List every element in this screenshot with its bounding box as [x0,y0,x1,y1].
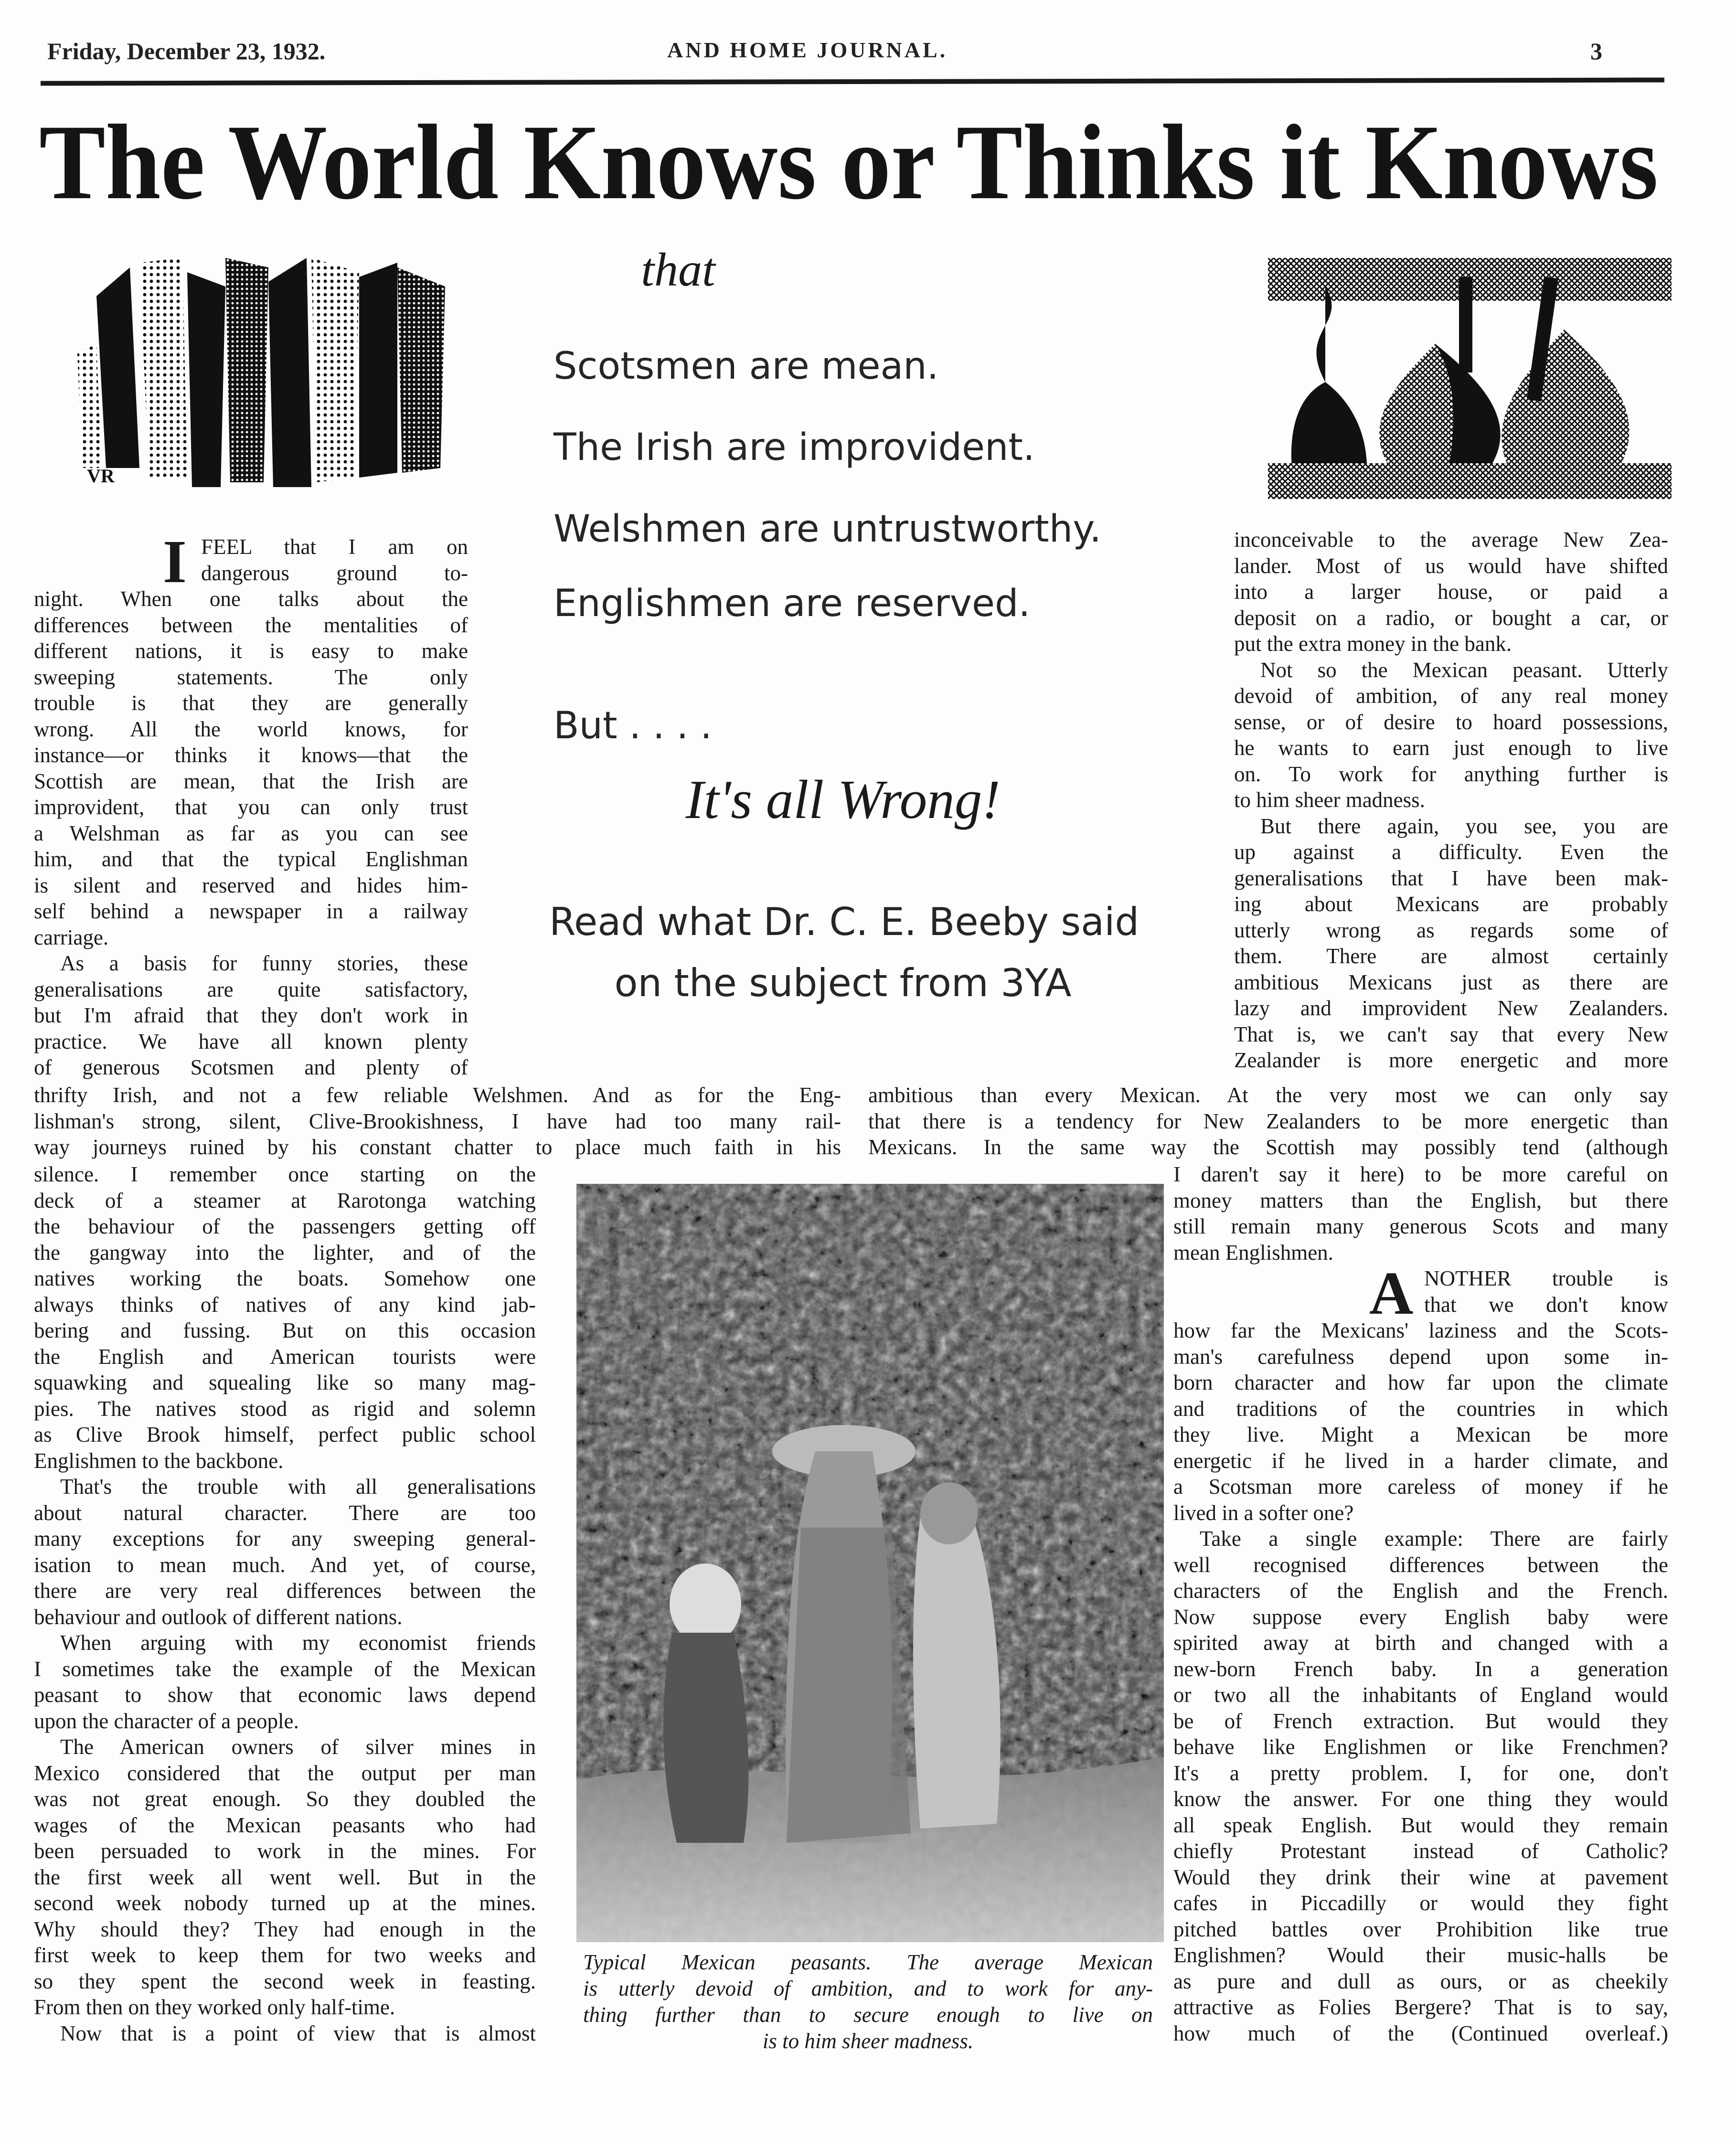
text-line: bering and fussing. But on this occasion [34,1318,536,1342]
text-line: Now that is a point of view that is almost [60,2021,536,2045]
text-line: born character and how far upon the climate [1173,1371,1668,1394]
text-line: Englishmen to the backbone. [34,1448,284,1473]
text-line: put the extra money in the bank. [1234,632,1512,656]
text-line: lishman's strong, silent, Clive-Brookishness, I have had too many rail- [34,1109,841,1133]
panel-but: But . . . . [554,704,712,747]
panel-read-line-1: Read what Dr. C. E. Beeby said [549,900,1140,944]
article-column-right-bottom [1173,1161,1668,2046]
text-line: always thinks of natives of any kind jab- [34,1292,536,1317]
text-line: Would they drink their wine at pavement [1173,1865,1668,1889]
text-line: Englishmen? Would their music-halls be [1173,1943,1668,1967]
panel-read-line-2: on the subject from 3YA [614,961,1072,1005]
text-line: That's the trouble with all generalisations [60,1475,536,1499]
text-line: about natural character. There are too [34,1500,536,1525]
text-line: improvident, that you can only trust [34,795,468,819]
text-line: As a basis for funny stories, these [60,951,468,975]
publication-name: AND HOME JOURNAL. [667,38,948,62]
photo-caption [583,1949,1153,2054]
text-line: money matters than the English, but there [1173,1188,1668,1212]
text-line: of generous Scotsmen and plenty of [34,1055,468,1079]
text-line: how much of the (Continued overleaf.) [1173,2021,1668,2045]
text-line: instance—or thinks it knows—that the [34,743,468,767]
text-line: he wants to earn just enough to live [1234,736,1668,760]
onion-domes-illustration [1268,258,1672,499]
text-line: squawking and squealing like so many mag- [34,1371,536,1394]
text-line: When arguing with my economist friends [60,1631,536,1655]
text-line: but I'm afraid that they don't work in [34,1003,468,1027]
stereotype-irish: The Irish are improvident. [554,426,1035,469]
text-line: that we don't know [1424,1292,1668,1317]
text-line: It's a pretty problem. I, for one, don't [1173,1761,1668,1785]
headline [33,103,1676,217]
text-line: up against a difficulty. Even the [1234,840,1668,864]
text-line: is silent and reserved and hides him- [34,873,468,897]
text-line: lazy and improvident New Zealanders. [1234,996,1668,1020]
text-line: ambitious Mexicans just as there are [1234,970,1668,994]
text-line: spirited away at birth and changed with a [1173,1631,1668,1655]
text-line: man's carefulness depend upon some in- [1173,1344,1668,1369]
text-line: characters of the English and the French. [1173,1579,1668,1603]
article-column-left-top [34,528,468,1081]
text-line: natives working the boats. Somehow one [34,1266,536,1290]
text-line: upon the character of a people. [34,1709,299,1733]
panel-its-all-wrong: It's all Wrong! [685,769,1001,830]
text-line: inconceivable to the average New Zea- [1234,528,1668,552]
text-line: isation to mean much. And yet, of course, [34,1552,536,1577]
text-line: pitched battles over Prohibition like true [1173,1917,1668,1941]
text-line: and traditions of the countries in which [1173,1396,1668,1421]
text-line: there are very real differences between the [34,1579,536,1603]
text-line: cafes in Piccadilly or would they fight [1173,1891,1668,1915]
text-line: sweeping statements. The only [34,665,468,689]
text-line: behaviour and outlook of different nations. [34,1605,403,1629]
text-line: NOTHER trouble is [1424,1266,1668,1290]
artist-initials: VR [87,465,115,487]
mexican-peasants-photo [576,1184,1164,1942]
text-line: know the answer. For one thing they would [1173,1787,1668,1811]
article-wide-left [34,1082,841,1160]
text-line: I sometimes take the example of the Mexican [34,1657,536,1681]
text-line: night. When one talks about the [34,587,468,611]
text-line: differences between the mentalities of [34,613,468,637]
text-line: deposit on a radio, or bought a car, or [1234,606,1668,630]
text-line: But there again, you see, you are [1260,814,1668,838]
text-line: From then on they worked only half-time. [34,1995,395,2019]
text-line: as Clive Brook himself, perfect public school [34,1423,536,1446]
article-column-right-top [1234,527,1668,1074]
text-line: the first week all went well. But in the [34,1865,536,1889]
text-line: utterly wrong as regards some of [1234,918,1668,942]
text-line: FEEL that I am on [201,535,468,559]
text-line: that there is a tendency for New Zealanders to be more energetic than [868,1109,1668,1133]
text-line: Why should they? They had enough in the [34,1917,536,1941]
text-line: peasant to show that economic laws depend [34,1683,536,1707]
caption-line: thing further than to secure enough to live on [583,2003,1153,2027]
text-line: generalisations are quite satisfactory, [34,977,468,1001]
text-line: Mexicans. In the same way the Scottish may possibly tend (although [868,1135,1668,1159]
text-line: as pure and dull as ours, or as cheekily [1173,1969,1668,1993]
text-line: I daren't say it here) to be more careful on [1173,1162,1668,1186]
text-line: The American owners of silver mines in [60,1735,536,1759]
text-line: carriage. [34,925,109,949]
text-line: him, and that the typical Englishman [34,847,468,871]
text-line: Scottish are mean, that the Irish are [34,769,468,793]
text-line: different nations, it is easy to make [34,639,468,663]
text-line: new-born French baby. In a generation [1173,1657,1668,1681]
text-line: energetic if he lived in a harder climate, and [1173,1448,1668,1473]
text-line: been persuaded to work in the mines. For [34,1839,536,1863]
caption-line: Typical Mexican peasants. The average Mexican [583,1950,1153,1974]
text-line: all speak English. But would they remain [1173,1813,1668,1837]
text-line: thrifty Irish, and not a few reliable Welshmen. And as for the Eng- [34,1083,841,1107]
text-line: way journeys ruined by his constant chatter to place much faith in his [34,1135,841,1159]
stereotype-scotsmen: Scotsmen are mean. [554,345,939,388]
article-column-left-bottom [34,1161,536,2046]
page-number: 3 [1590,38,1602,64]
text-line: to him sheer madness. [1234,788,1425,812]
text-line: Now suppose every English baby were [1173,1605,1668,1629]
text-line: trouble is that they are generally [34,691,468,715]
text-line: pies. The natives stood as rigid and solemn [34,1396,536,1421]
text-line: Mexico considered that the output per man [34,1761,536,1785]
text-line: well recognised differences between the [1173,1552,1668,1577]
text-line: attractive as Folies Bergere? That is to say, [1173,1995,1668,2019]
text-line: many exceptions for any sweeping general- [34,1527,536,1551]
text-line: a Scotsman more careless of money if he [1173,1475,1668,1499]
text-line: lived in a softer one? [1173,1500,1354,1525]
text-line: ing about Mexicans are probably [1234,892,1668,916]
text-line: silence. I remember once starting on the [34,1162,536,1186]
text-line: devoid of ambition, of any real money [1234,684,1668,708]
text-line: mean Englishmen. [1173,1240,1333,1265]
text-line: wrong. All the world knows, for [34,717,468,741]
text-line: practice. We have all known plenty [34,1029,468,1053]
issue-date: Friday, December 23, 1932. [47,38,326,64]
text-line: behave like Englishmen or like Frenchmen? [1173,1735,1668,1759]
text-line: lander. Most of us would have shifted [1234,553,1668,578]
text-line: on. To work for anything further is [1234,762,1668,786]
text-line: they live. Might a Mexican be more [1173,1423,1668,1446]
text-line: deck of a steamer at Rarotonga watching [34,1188,536,1212]
text-line: the gangway into the lighter, and of the [34,1240,536,1265]
text-line: how far the Mexicans' laziness and the Scots- [1173,1318,1668,1342]
stereotype-welshmen: Welshmen are untrustworthy. [554,508,1102,551]
text-line: sense, or of desire to hoard possessions, [1234,710,1668,734]
text-line: second week nobody turned up at the mines. [34,1891,536,1915]
text-line: be of French extraction. But would they [1173,1709,1668,1733]
article-wide-right [868,1082,1668,1160]
headline-text: The World Knows or Thinks it Knows [39,103,1658,217]
text-line: the behaviour of the passengers getting off [34,1214,536,1238]
text-line: Not so the Mexican peasant. Utterly [1260,658,1668,682]
stereotype-englishmen: Englishmen are reserved. [554,582,1031,625]
text-line: the English and American tourists were [34,1344,536,1369]
text-line: a Welshman as far as you can see [34,821,468,845]
text-line: self behind a newspaper in a railway [34,899,468,923]
text-line: dangerous ground to- [201,561,468,585]
header-rule [41,77,1664,85]
text-line: was not great enough. So they doubled the [34,1787,536,1811]
text-line: ambitious than every Mexican. At the very most we can only say [868,1083,1668,1107]
text-line: or two all the inhabitants of England would [1173,1683,1668,1707]
text-line: them. There are almost certainly [1234,944,1668,968]
drop-cap: I [163,528,187,595]
skyscrapers-illustration [68,258,464,497]
drop-cap: A [1369,1259,1414,1327]
text-line: generalisations that I have been mak- [1234,866,1668,890]
panel-that: that [641,243,715,296]
text-line: Take a single example: There are fairly [1200,1527,1668,1551]
caption-line: is utterly devoid of ambition, and to work for any- [583,1977,1153,2000]
text-line: so they spent the second week in feasting. [34,1969,536,1993]
text-line: chiefly Protestant instead of Catholic? [1173,1839,1668,1863]
text-line: Zealander is more energetic and more [1234,1048,1668,1072]
text-line: still remain many generous Scots and many [1173,1214,1668,1238]
caption-line: is to him sheer madness. [762,2029,974,2053]
text-line: That is, we can't say that every New [1234,1022,1668,1046]
text-line: wages of the Mexican peasants who had [34,1813,536,1837]
text-line: first week to keep them for two weeks and [34,1943,536,1967]
text-line: into a larger house, or paid a [1234,580,1668,604]
